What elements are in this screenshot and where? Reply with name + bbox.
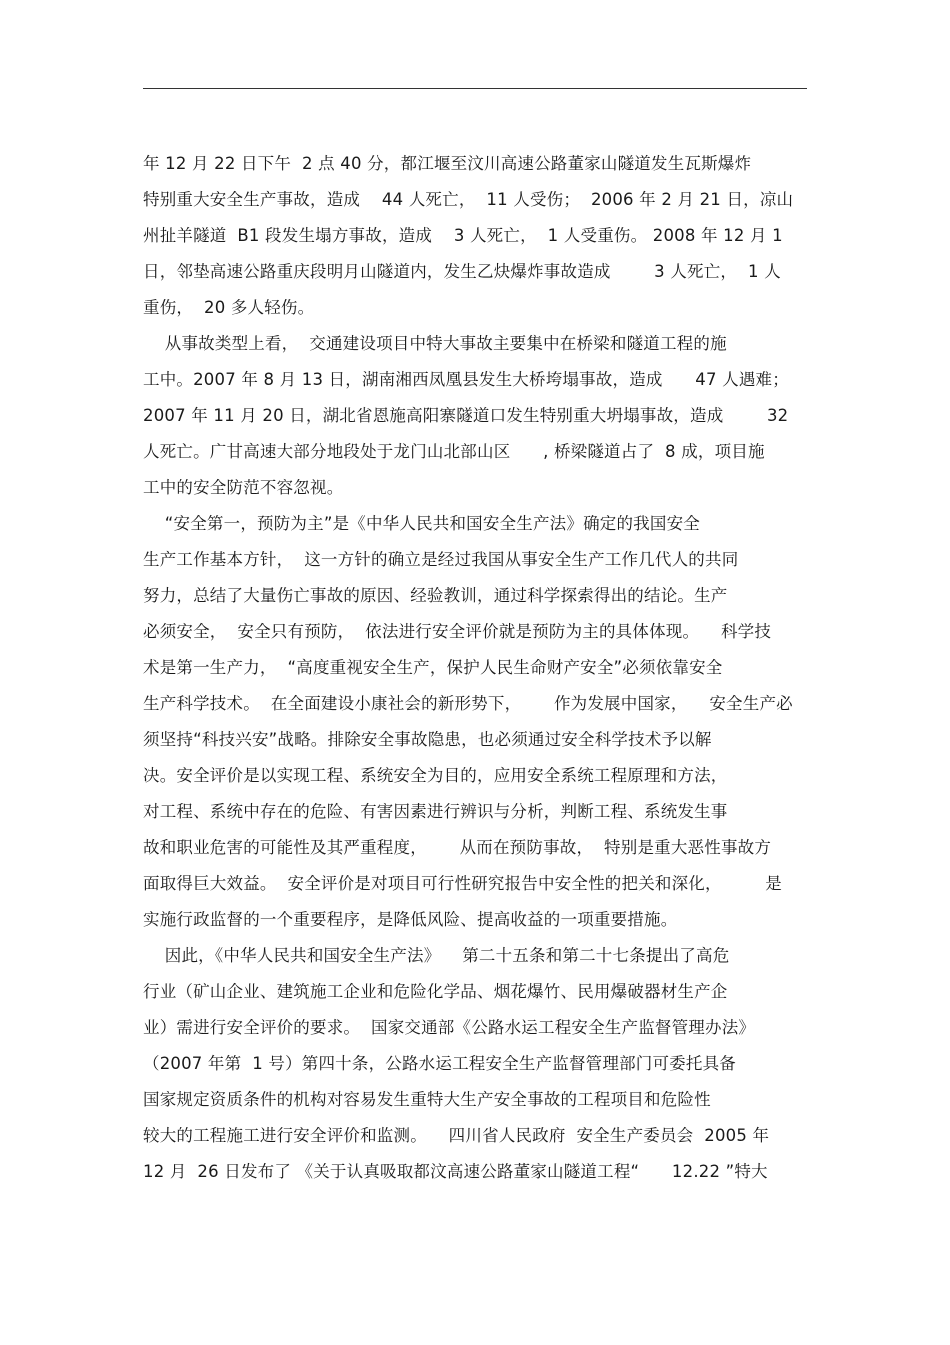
text-line: 2007 年 11 月 20 日，湖北省恩施高阳寨隧道口发生特别重大坍塌事故，造成 32 — [143, 406, 789, 425]
text-line: 年 12 月 22 日下午 2 点 40 分，都江堰至汶川高速公路董家山隧道发生瓦斯爆炸 — [143, 154, 752, 173]
text-line: 工中的安全防范不容忽视。 — [143, 478, 344, 497]
text-line: 须坚持“科技兴安”战略。排除安全事故隐患，也必须通过安全科学技术予以解 — [143, 730, 712, 749]
text-line: 对工程、系统中存在的危险、有害因素进行辨识与分析，判断工程、系统发生事 — [143, 802, 728, 821]
text-line: 重伤， 20 多人轻伤。 — [143, 298, 315, 317]
text-line: 从事故类型上看， 交通建设项目中特大事故主要集中在桥梁和隧道工程的施 — [143, 334, 727, 353]
text-line: 面取得巨大效益。 安全评价是对项目可行性研究报告中安全性的把关和深化， 是 — [143, 874, 782, 893]
text-line: 努力，总结了大量伤亡事故的原因、经验教训，通过科学探索得出的结论。生产 — [143, 586, 728, 605]
text-line: （2007 年第 1 号）第四十条，公路水运工程安全生产监督管理部门可委托具备 — [143, 1054, 736, 1073]
text-line: 故和职业危害的可能性及其严重程度， 从而在预防事故， 特别是重大恶性事故方 — [143, 838, 772, 857]
text-line: 人死亡。广甘高速大部分地段处于龙门山北部山区 , 桥梁隧道占了 8 成，项目施 — [143, 442, 765, 461]
text-line: 必须安全， 安全只有预防， 依法进行安全评价就是预防为主的具体体现。 科学技 — [143, 622, 772, 641]
text-line: 术是第一生产力， “高度重视安全生产，保护人民生命财产安全”必须依靠安全 — [143, 658, 723, 677]
text-line: 12 月 26 日发布了 《关于认真吸取都汶高速公路董家山隧道工程“ 12.22 ”特大 — [143, 1162, 768, 1181]
header-rule — [143, 88, 807, 89]
text-line: 特别重大安全生产事故，造成 44 人死亡， 11 人受伤； 2006 年 2 月 21 日，凉山 — [143, 190, 794, 209]
text-line: 较大的工程施工进行安全评价和监测。 四川省人民政府 安全生产委员会 2005 年 — [143, 1126, 770, 1145]
text-line: 决。安全评价是以实现工程、系统安全为目的，应用安全系统工程原理和方法， — [143, 766, 728, 785]
text-line: 日，邻垫高速公路重庆段明月山隧道内，发生乙炔爆炸事故造成 3 人死亡， 1 人 — [143, 262, 781, 281]
text-line: 国家规定资质条件的机构对容易发生重特大生产安全事故的工程项目和危险性 — [143, 1090, 711, 1109]
text-line: 行业（矿山企业、建筑施工企业和危险化学品、烟花爆竹、民用爆破器材生产企 — [143, 982, 728, 1001]
text-line: 生产工作基本方针， 这一方针的确立是经过我国从事安全生产工作几代人的共同 — [143, 550, 739, 569]
text-line: 业）需进行安全评价的要求。 国家交通部《公路水运工程安全生产监督管理办法》 — [143, 1018, 756, 1037]
text-line: 州扯羊隧道 B1 段发生塌方事故，造成 3 人死亡， 1 人受重伤。 2008 年 12 月 1 — [143, 226, 783, 245]
text-line: 实施行政监督的一个重要程序，是降低风险、提高收益的一项重要措施。 — [143, 910, 678, 929]
text-line: 生产科学技术。 在全面建设小康社会的新形势下， 作为发展中国家， 安全生产必 — [143, 694, 793, 713]
text-line: 因此，《中华人民共和国安全生产法》 第二十五条和第二十七条提出了高危 — [143, 946, 730, 965]
text-line: “安全第一，预防为主”是《中华人民共和国安全生产法》确定的我国安全 — [143, 514, 700, 533]
text-line: 工中。2007 年 8 月 13 日，湖南湘西凤凰县发生大桥垮塌事故，造成 47 人遇难； — [143, 370, 789, 389]
